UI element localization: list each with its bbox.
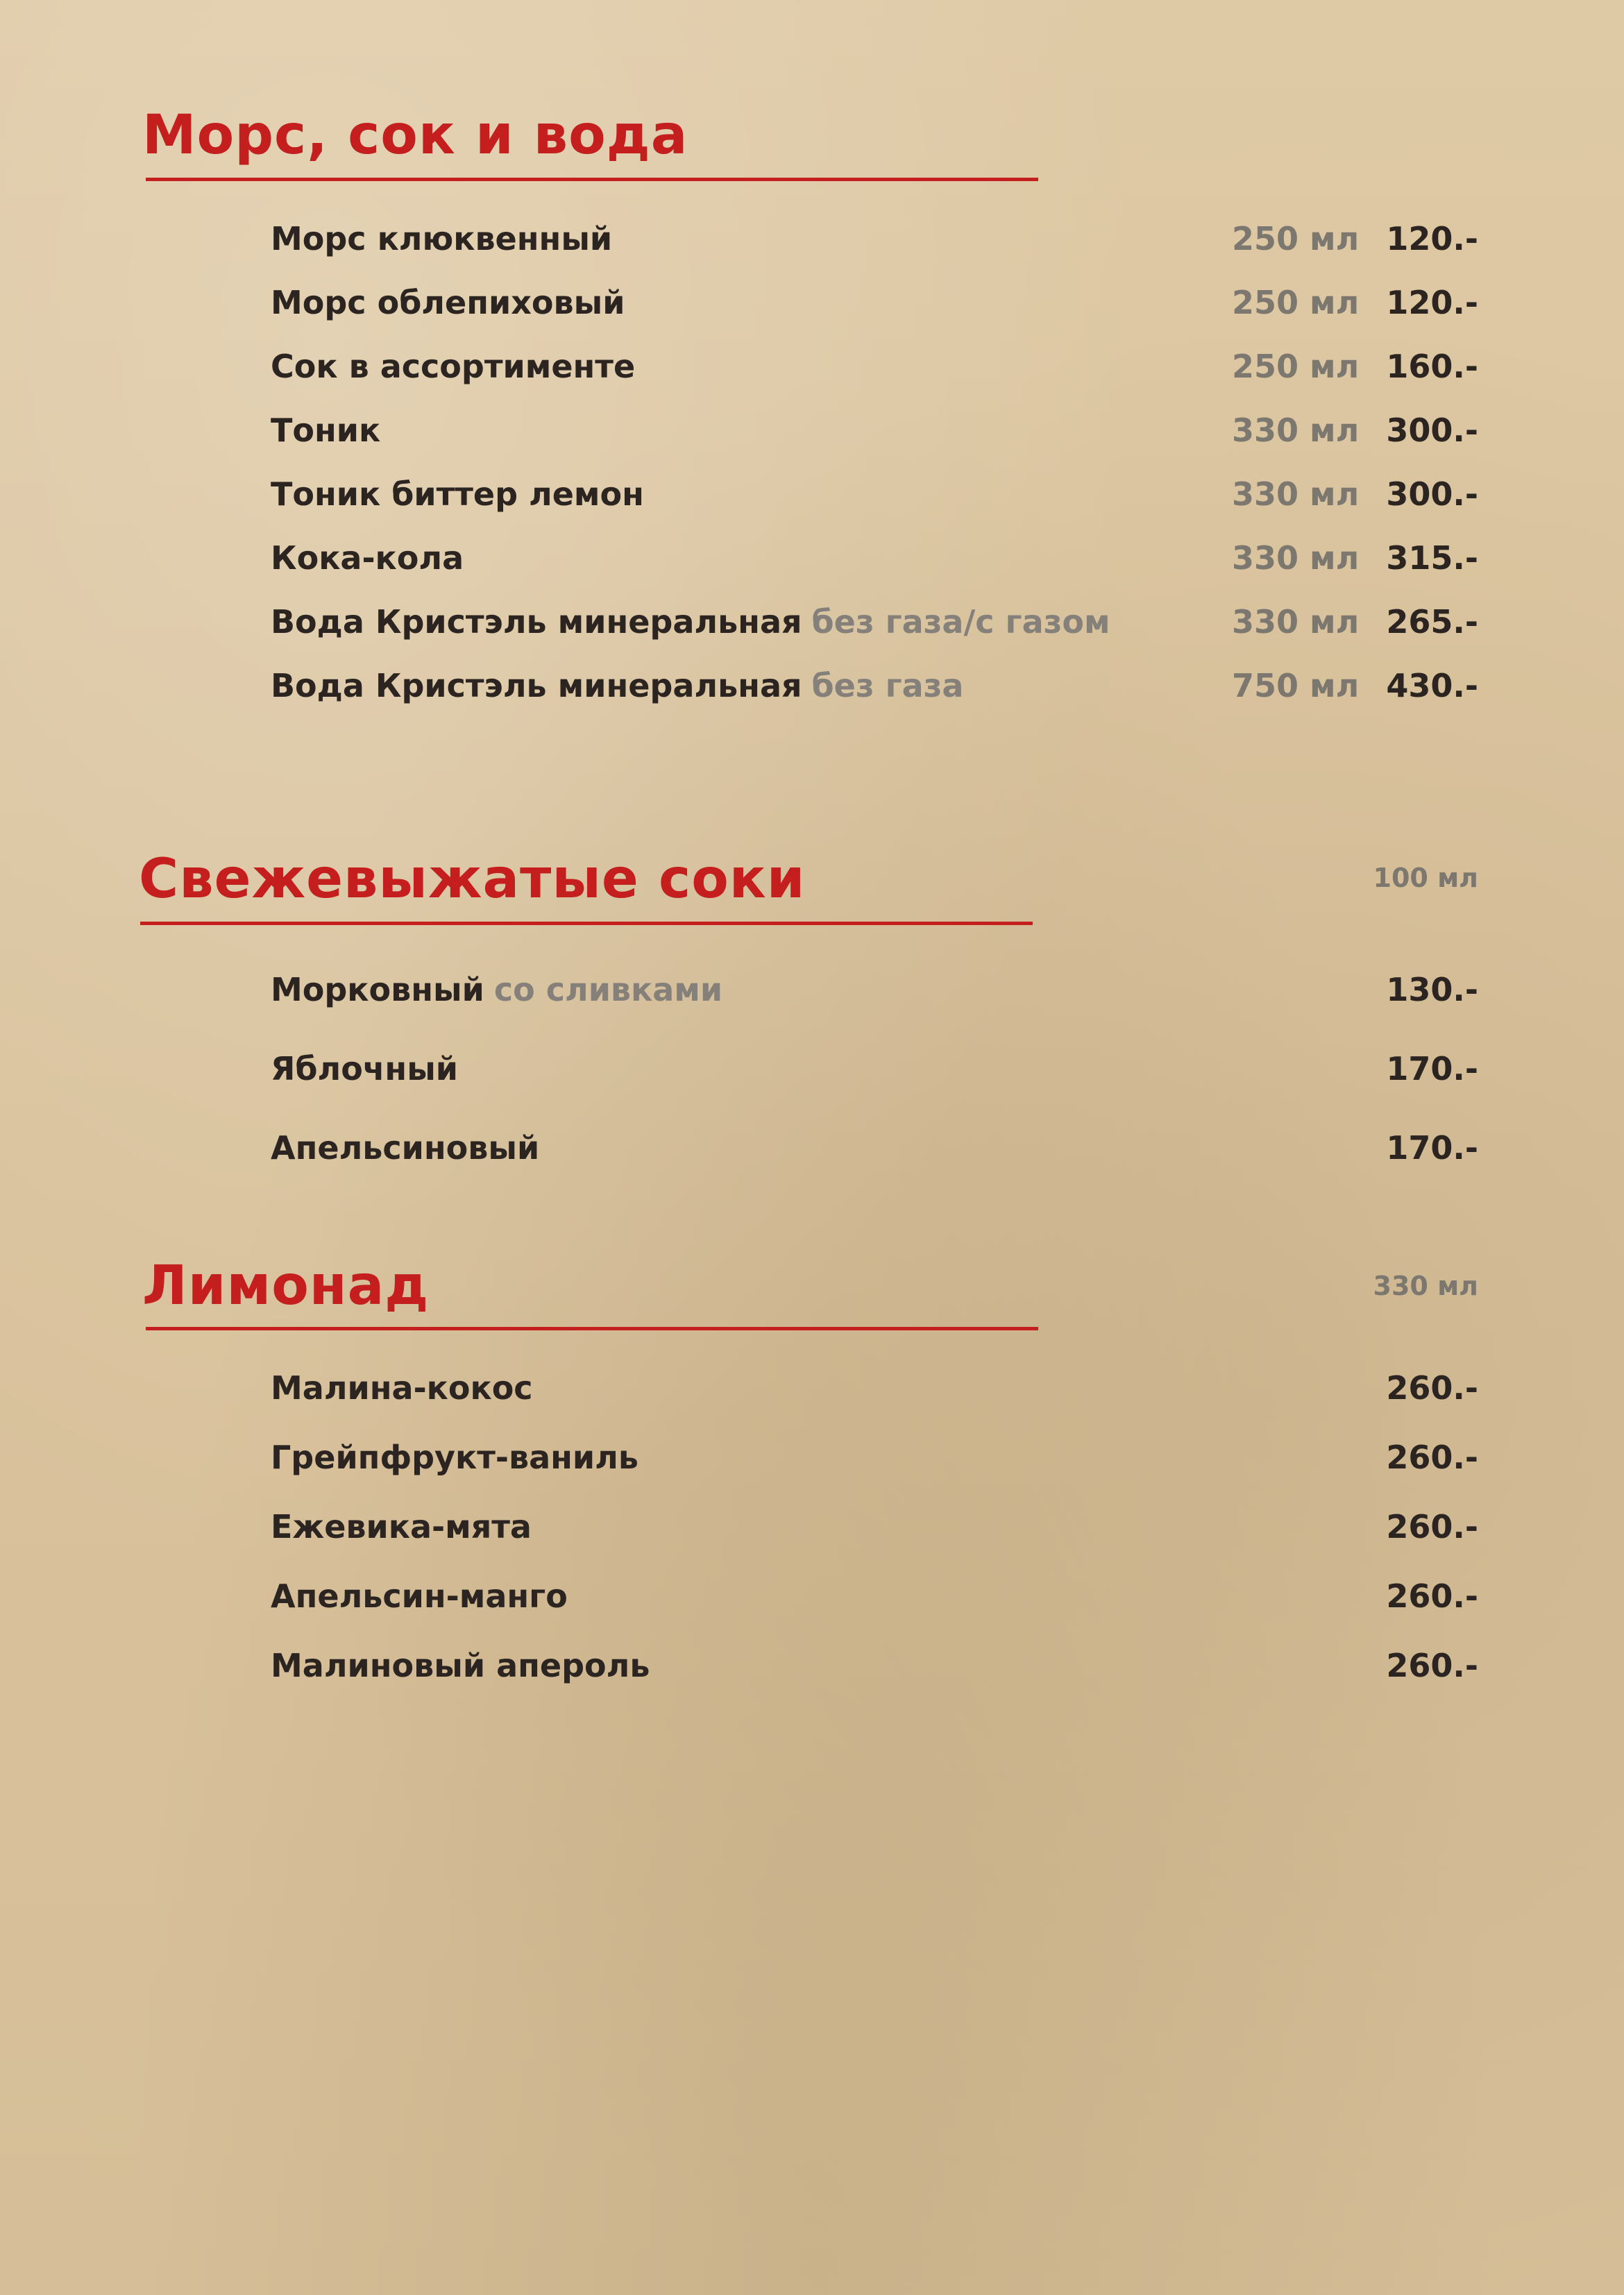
section-volume: 330 мл: [1373, 1271, 1478, 1301]
item-price: 120.-: [1386, 284, 1478, 321]
item-volume: 250 мл: [1232, 220, 1360, 257]
item-price: 260.-: [1386, 1577, 1478, 1615]
section-divider: [146, 1327, 1038, 1330]
menu-item: [271, 601, 1478, 643]
item-price: 120.-: [1386, 220, 1478, 257]
menu-item: [271, 1127, 1478, 1169]
menu-item: [271, 409, 1478, 451]
item-price: 170.-: [1386, 1050, 1478, 1087]
item-name: Тоник биттер лемон: [271, 475, 644, 513]
item-name: Ежевика-мята: [271, 1508, 532, 1545]
item-price: 315.-: [1386, 539, 1478, 577]
menu-item: [271, 1575, 1478, 1617]
item-name: Сок в ассортименте: [271, 348, 636, 385]
item-name: Яблочный: [271, 1050, 459, 1087]
menu-item: [271, 1367, 1478, 1409]
item-volume: 250 мл: [1232, 348, 1360, 385]
item-price: 265.-: [1386, 603, 1478, 641]
item-name: Морс облепиховый: [271, 284, 625, 321]
item-name: Кока-кола: [271, 539, 464, 577]
section-volume: 100 мл: [1373, 863, 1478, 893]
item-volume: 750 мл: [1232, 667, 1360, 704]
item-price: 430.-: [1386, 667, 1478, 704]
item-name: Вода Кристэль минеральная: [271, 603, 802, 641]
item-volume: 250 мл: [1232, 284, 1360, 321]
item-name: Апельсиновый: [271, 1129, 540, 1167]
item-name: Малина-кокос: [271, 1369, 533, 1407]
item-name: Морс клюквенный: [271, 220, 613, 257]
item-name: Апельсин-манго: [271, 1577, 568, 1615]
item-price: 130.-: [1386, 971, 1478, 1008]
item-name: Малиновый апероль: [271, 1647, 650, 1684]
menu-item: [271, 665, 1478, 706]
item-volume: 330 мл: [1232, 412, 1360, 449]
item-volume: 330 мл: [1232, 603, 1360, 641]
item-name-wrap: [271, 969, 722, 1010]
item-name: Грейпфрукт-ваниль: [271, 1439, 638, 1476]
item-price: 160.-: [1386, 348, 1478, 385]
menu-item: [271, 282, 1478, 323]
menu-item: [271, 969, 1478, 1010]
item-name-wrap: [271, 601, 1110, 643]
item-price: 260.-: [1386, 1647, 1478, 1684]
menu-item: [271, 1437, 1478, 1478]
item-price: 260.-: [1386, 1439, 1478, 1476]
item-name: Вода Кристэль минеральная: [271, 667, 802, 704]
item-note: без газа: [811, 667, 964, 704]
item-price: 300.-: [1386, 475, 1478, 513]
menu-item: [271, 1645, 1478, 1686]
item-volume: 330 мл: [1232, 475, 1360, 513]
menu-item: [271, 537, 1478, 579]
item-volume: 330 мл: [1232, 539, 1360, 577]
section-divider: [146, 178, 1038, 181]
menu-item: [271, 346, 1478, 387]
menu-item: [271, 1048, 1478, 1090]
section-title: Лимонад: [142, 1255, 430, 1317]
item-name-wrap: [271, 665, 963, 706]
item-price: 260.-: [1386, 1508, 1478, 1545]
section-title: Свежевыжатые соки: [139, 848, 806, 911]
menu-item: [271, 473, 1478, 515]
menu-item: [271, 218, 1478, 260]
item-note: со сливками: [493, 971, 723, 1008]
item-name: Тоник: [271, 412, 381, 449]
item-note: без газа/с газом: [811, 603, 1110, 641]
item-price: 260.-: [1386, 1369, 1478, 1407]
item-name: Морковный: [271, 971, 484, 1008]
section-divider: [140, 922, 1033, 925]
section-title: Морс, сок и вода: [142, 104, 688, 167]
item-price: 300.-: [1386, 412, 1478, 449]
item-price: 170.-: [1386, 1129, 1478, 1167]
menu-item: [271, 1506, 1478, 1548]
